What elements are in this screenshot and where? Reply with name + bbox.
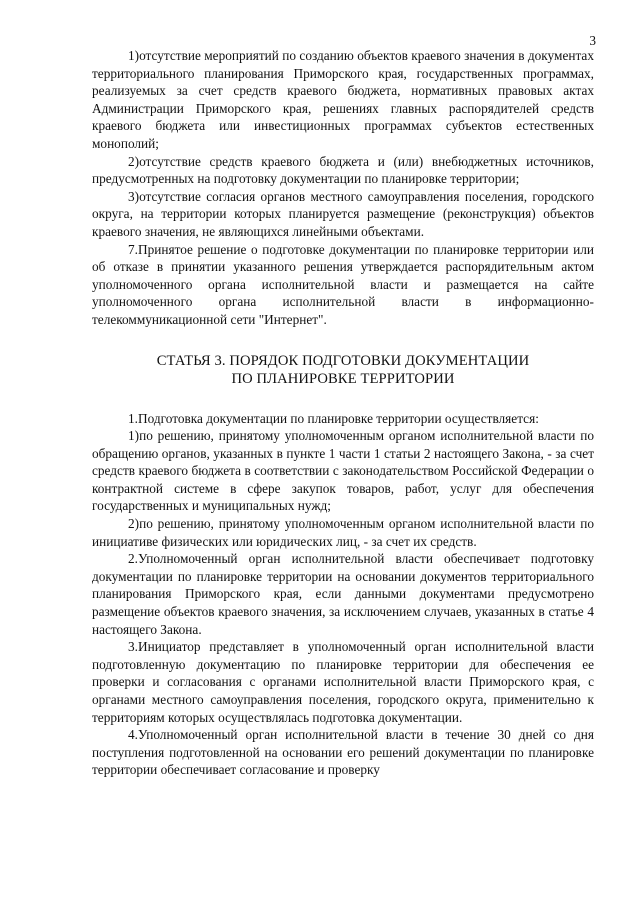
paragraph: 7.Принятое решение о подготовке документации по планировке территории или об отказе в принятии указанного решения утверждается распорядительным актом уполномоченного органа исполнительной власти и размещается на сайте уполномоченного органа исполнительной власти в информационно-телекоммуникационной сети "Интернет". [92, 241, 594, 327]
paragraph: 1)отсутствие мероприятий по созданию объектов краевого значения в документах территориального планирования Приморского края, государственных программах, реализуемых за счет средств краевого бюджета, нормативных правовых актах Администрации Приморского края, решениях главных распорядителей средств краевого бюджета или инвестиционных программах субъектов естественных монополий; [92, 48, 594, 151]
paragraph: 4.Уполномоченный орган исполнительной власти в течение 30 дней со дня поступления подготовленной на основании его решений документации по планировке территории обеспечивает согласование и проверку [92, 727, 594, 778]
article-heading-line: СТАТЬЯ 3. ПОРЯДОК ПОДГОТОВКИ ДОКУМЕНТАЦИИ [156, 352, 530, 369]
paragraph: 2)отсутствие средств краевого бюджета и (или) внебюджетных источников, предусмотренных на подготовку документации по планировке территории; [92, 153, 594, 187]
paragraph: 3)отсутствие согласия органов местного самоуправления поселения, городского округа, на территории которых планируется размещение (реконструкция) объектов краевого значения, не являющихся линейными объектами. [92, 188, 594, 239]
article-heading-line: ПО ПЛАНИРОВКЕ ТЕРРИТОРИИ [231, 370, 455, 387]
paragraph: 3.Инициатор представляет в уполномоченный орган исполнительной власти подготовленную документацию по планировке территории для обеспечения ее проверки и согласования с органами исполнительной власти Приморского края, с органами местного самоуправления поселения, городского округа, применительно к территориям которых осуществлялась подготовка документации. [92, 639, 594, 725]
paragraph: 1.Подготовка документации по планировке территории осуществляется: [128, 410, 539, 426]
document-body [92, 47, 594, 779]
page-number: 3 [589, 33, 596, 48]
paragraph: 1)по решению, принятому уполномоченным органом исполнительной власти по обращению органов, указанных в пункте 1 части 1 статьи 2 настоящего Закона, - за счет средств краевого бюджета в соответствии с законодательством Российской Федерации о контрактной системе в сфере закупок товаров, работ, услуг для обеспечения государственных и муниципальных нужд; [92, 428, 594, 514]
article-heading [92, 352, 594, 388]
paragraph: 2)по решению, принятому уполномоченным органом исполнительной власти по инициативе физических или юридических лиц, - за счет их средств. [92, 516, 594, 549]
paragraph: 2.Уполномоченный орган исполнительной власти обеспечивает подготовку документации по планировке территории на основании документов территориального планирования Приморского края, если данными документами предусмотрено размещение объектов краевого значения, за исключением случаев, указанных в статье 4 настоящего Закона. [92, 551, 594, 637]
